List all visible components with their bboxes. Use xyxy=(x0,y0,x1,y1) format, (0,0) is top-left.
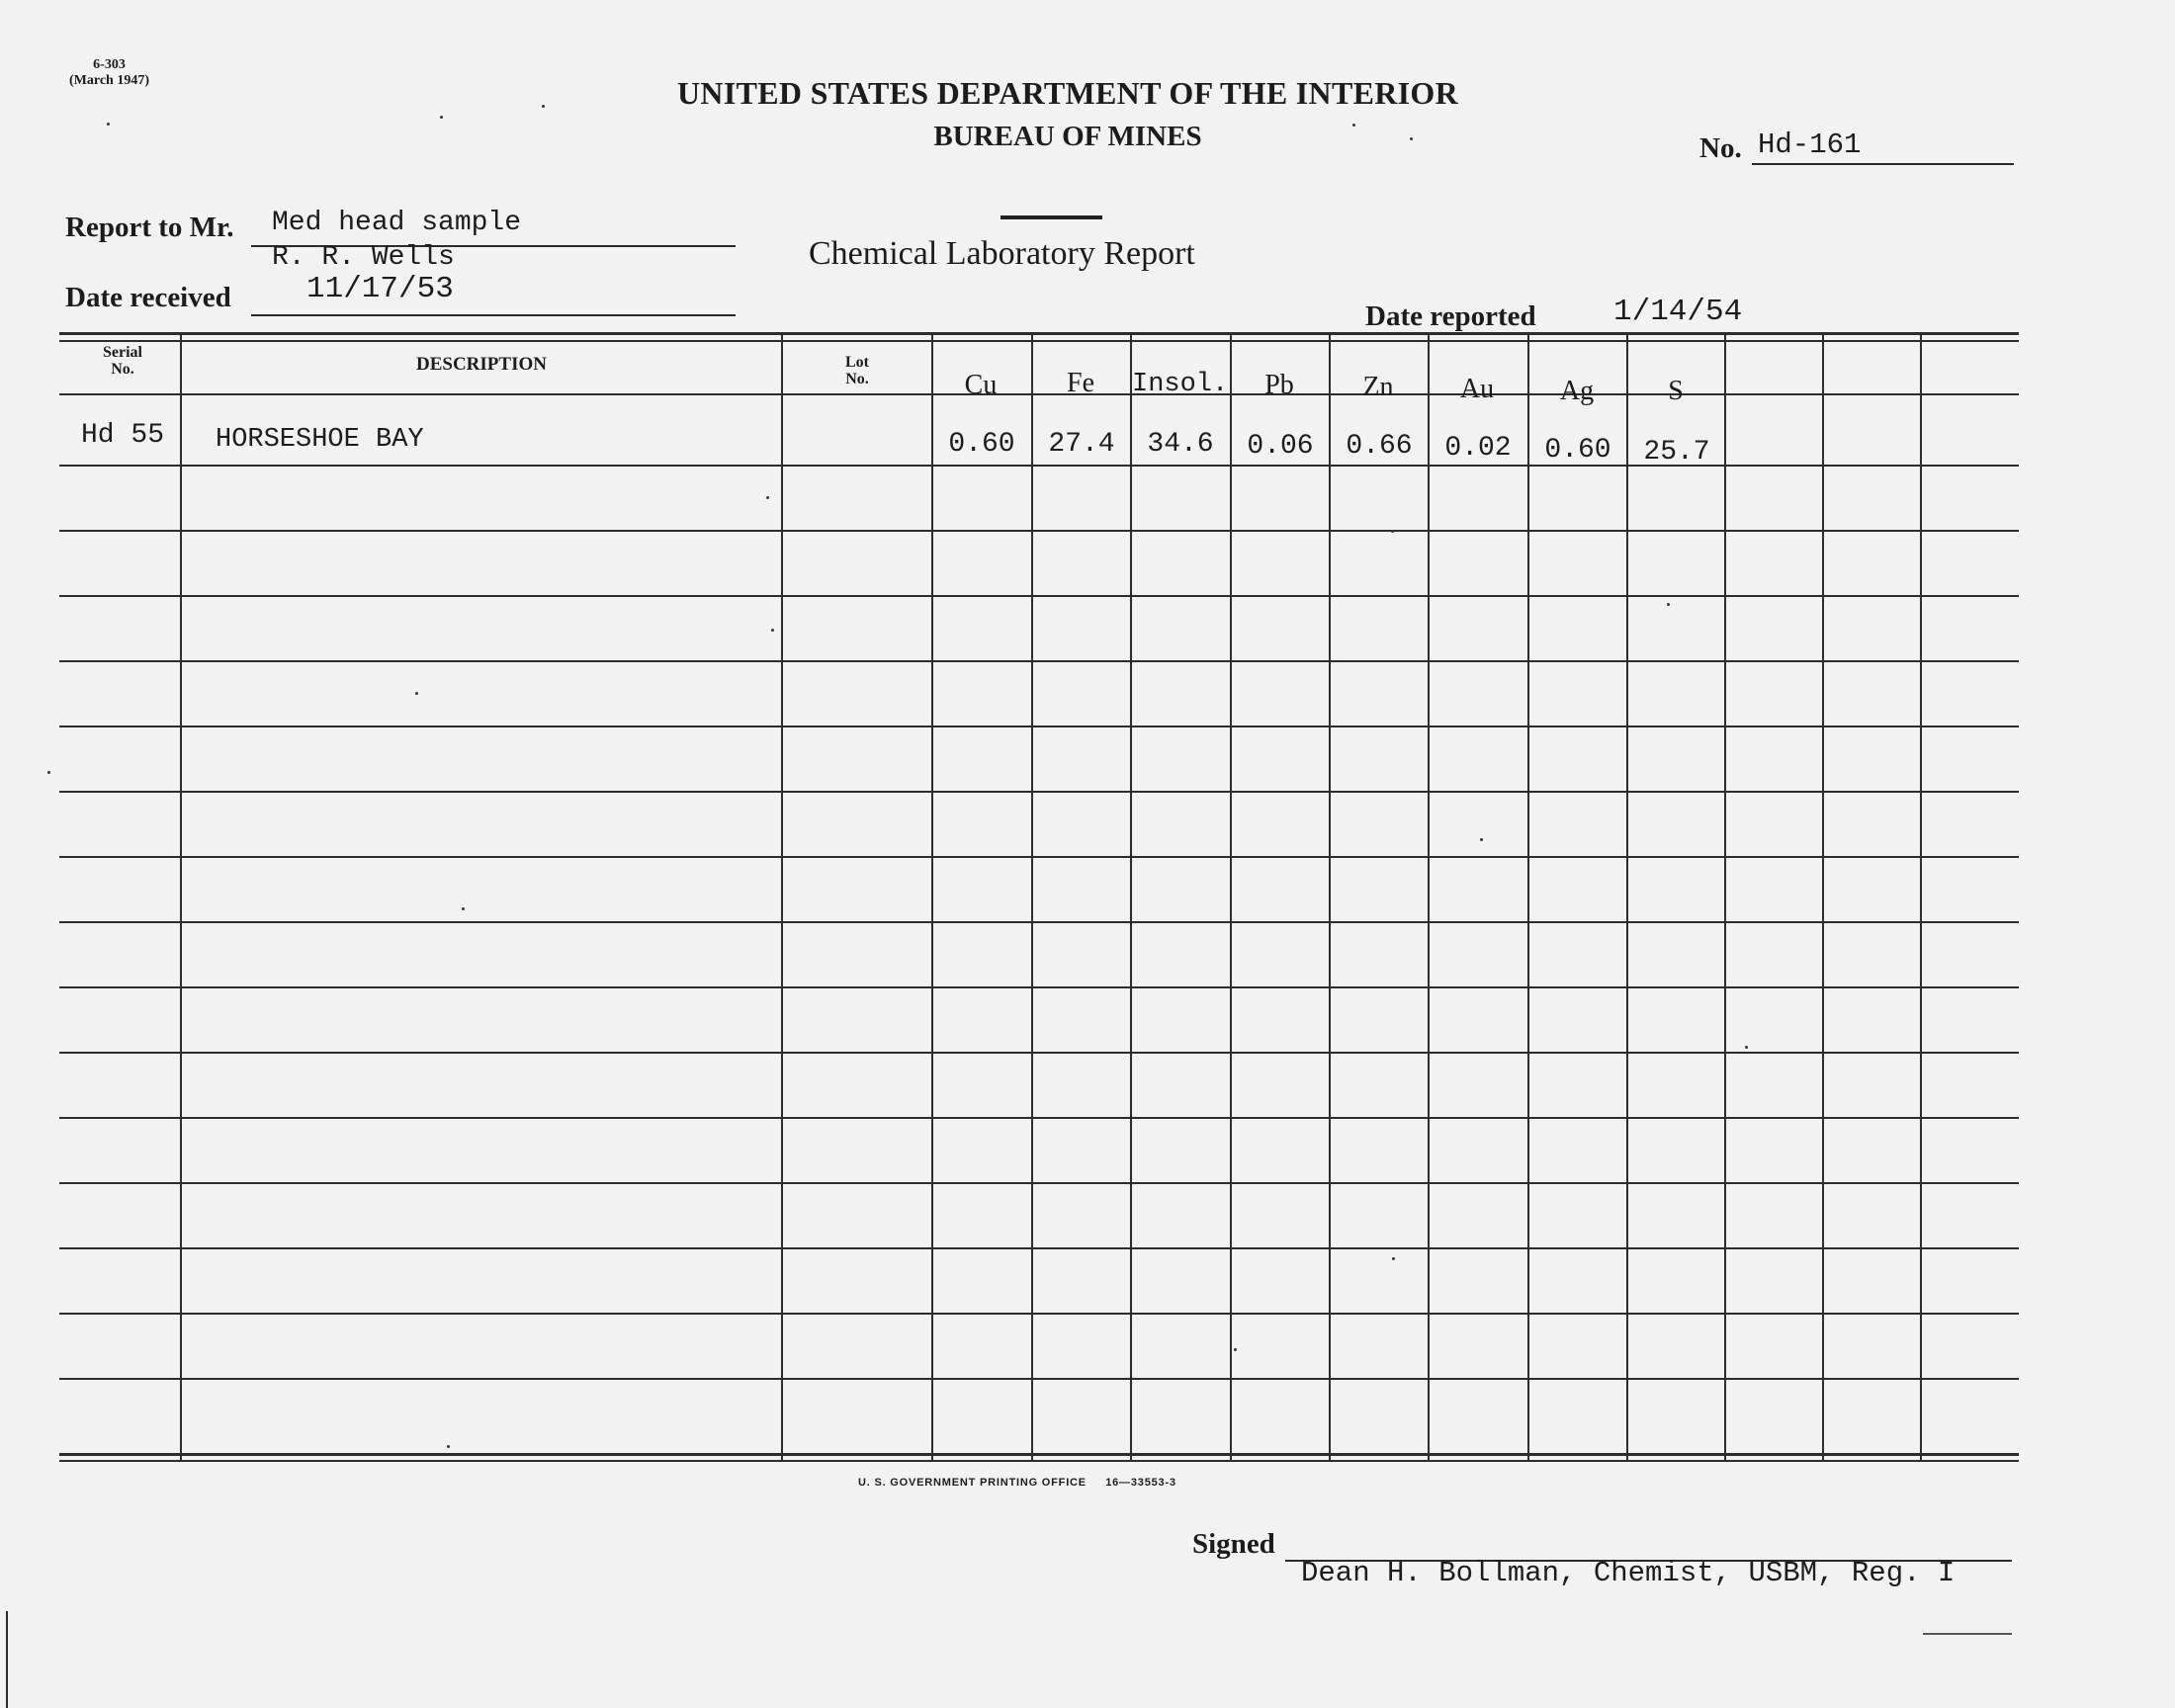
scan-speck xyxy=(1667,603,1670,606)
value-ag: 0.60 xyxy=(1544,435,1611,466)
value-insol: 34.6 xyxy=(1147,429,1214,460)
report-number-underline xyxy=(1752,163,2014,165)
agency-title: UNITED STATES DEPARTMENT OF THE INTERIOR xyxy=(677,75,1458,111)
date-reported-label: Date reported xyxy=(1365,300,1536,332)
value-cu: 0.60 xyxy=(948,429,1015,460)
column-divider xyxy=(781,334,783,1461)
description-cell: HORSESHOE BAY xyxy=(216,425,424,455)
date-received-value: 11/17/53 xyxy=(306,272,454,306)
element-header-s: S xyxy=(1668,376,1684,406)
scan-speck xyxy=(766,496,769,499)
report-to-value-line2: R. R. Wells xyxy=(272,242,455,273)
date-received-label: Date received xyxy=(65,282,231,313)
scan-speck xyxy=(542,105,545,108)
value-pb: 0.06 xyxy=(1247,431,1314,462)
value-au: 0.02 xyxy=(1444,433,1512,464)
report-to-label: Report to Mr. xyxy=(65,212,234,243)
scan-speck xyxy=(1480,838,1483,841)
scan-speck xyxy=(771,629,774,632)
element-header-zn: Zn xyxy=(1362,372,1394,402)
value-zn: 0.66 xyxy=(1346,431,1413,462)
column-divider xyxy=(1724,334,1726,1461)
value-fe: 27.4 xyxy=(1048,429,1115,460)
scan-speck xyxy=(1391,530,1394,533)
column-divider xyxy=(1822,334,1824,1461)
element-header-cu: Cu xyxy=(964,370,998,400)
serial-number-cell: Hd 55 xyxy=(81,420,165,451)
report-number-value: Hd-161 xyxy=(1758,128,1862,161)
signature-text: Dean H. Bollman, Chemist, USBM, Reg. I xyxy=(1301,1557,1956,1589)
scan-speck xyxy=(1392,1257,1395,1260)
column-divider xyxy=(1329,334,1331,1461)
form-revision-date: (March 1947) xyxy=(69,73,149,88)
column-divider xyxy=(1130,334,1132,1461)
column-divider xyxy=(1230,334,1232,1461)
scan-speck xyxy=(1234,1348,1237,1351)
report-to-value-line1: Med head sample xyxy=(272,208,522,238)
title-rule xyxy=(1000,215,1102,219)
scan-speck xyxy=(107,123,110,126)
serial-header-line1: Serial xyxy=(103,344,142,361)
serial-header-line2: No. xyxy=(111,361,134,378)
margin-dash xyxy=(1923,1633,2012,1635)
column-divider xyxy=(1626,334,1628,1461)
scan-speck xyxy=(447,1445,450,1448)
lot-header-line1: Lot xyxy=(845,354,869,371)
scan-speck xyxy=(1352,124,1355,127)
lot-number-header xyxy=(783,354,931,387)
printing-office-imprint: U. S. GOVERNMENT PRINTING OFFICE 16—33553-3 xyxy=(858,1477,1176,1489)
date-reported-value: 1/14/54 xyxy=(1613,295,1743,329)
scan-speck xyxy=(415,692,418,695)
form-number xyxy=(69,57,149,89)
lot-header-line2: No. xyxy=(845,371,869,387)
description-header: DESCRIPTION xyxy=(416,354,547,375)
column-divider xyxy=(931,334,933,1461)
column-divider xyxy=(1527,334,1529,1461)
column-divider xyxy=(1428,334,1430,1461)
element-header-pb: Pb xyxy=(1264,370,1294,400)
bureau-title: BUREAU OF MINES xyxy=(933,121,1202,152)
scan-speck xyxy=(1410,137,1413,140)
report-title: Chemical Laboratory Report xyxy=(809,235,1195,272)
column-divider xyxy=(1920,334,1922,1461)
element-header-insol: Insol. xyxy=(1132,370,1229,399)
scan-speck xyxy=(1745,1046,1748,1049)
element-header-fe: Fe xyxy=(1067,368,1094,398)
signed-label: Signed xyxy=(1192,1528,1275,1560)
column-divider xyxy=(180,334,182,1461)
scan-speck xyxy=(462,907,465,910)
value-s: 25.7 xyxy=(1643,437,1710,468)
element-header-ag: Ag xyxy=(1559,376,1595,406)
form-number-code: 6-303 xyxy=(93,57,126,72)
scan-speck xyxy=(440,116,443,119)
serial-number-header xyxy=(65,344,180,378)
date-received-underline xyxy=(251,314,736,316)
column-divider xyxy=(1031,334,1033,1461)
report-number-label: No. xyxy=(1699,132,1742,164)
scan-speck xyxy=(47,771,50,774)
element-header-au: Au xyxy=(1459,374,1495,404)
scan-edge-line xyxy=(6,1611,8,1708)
